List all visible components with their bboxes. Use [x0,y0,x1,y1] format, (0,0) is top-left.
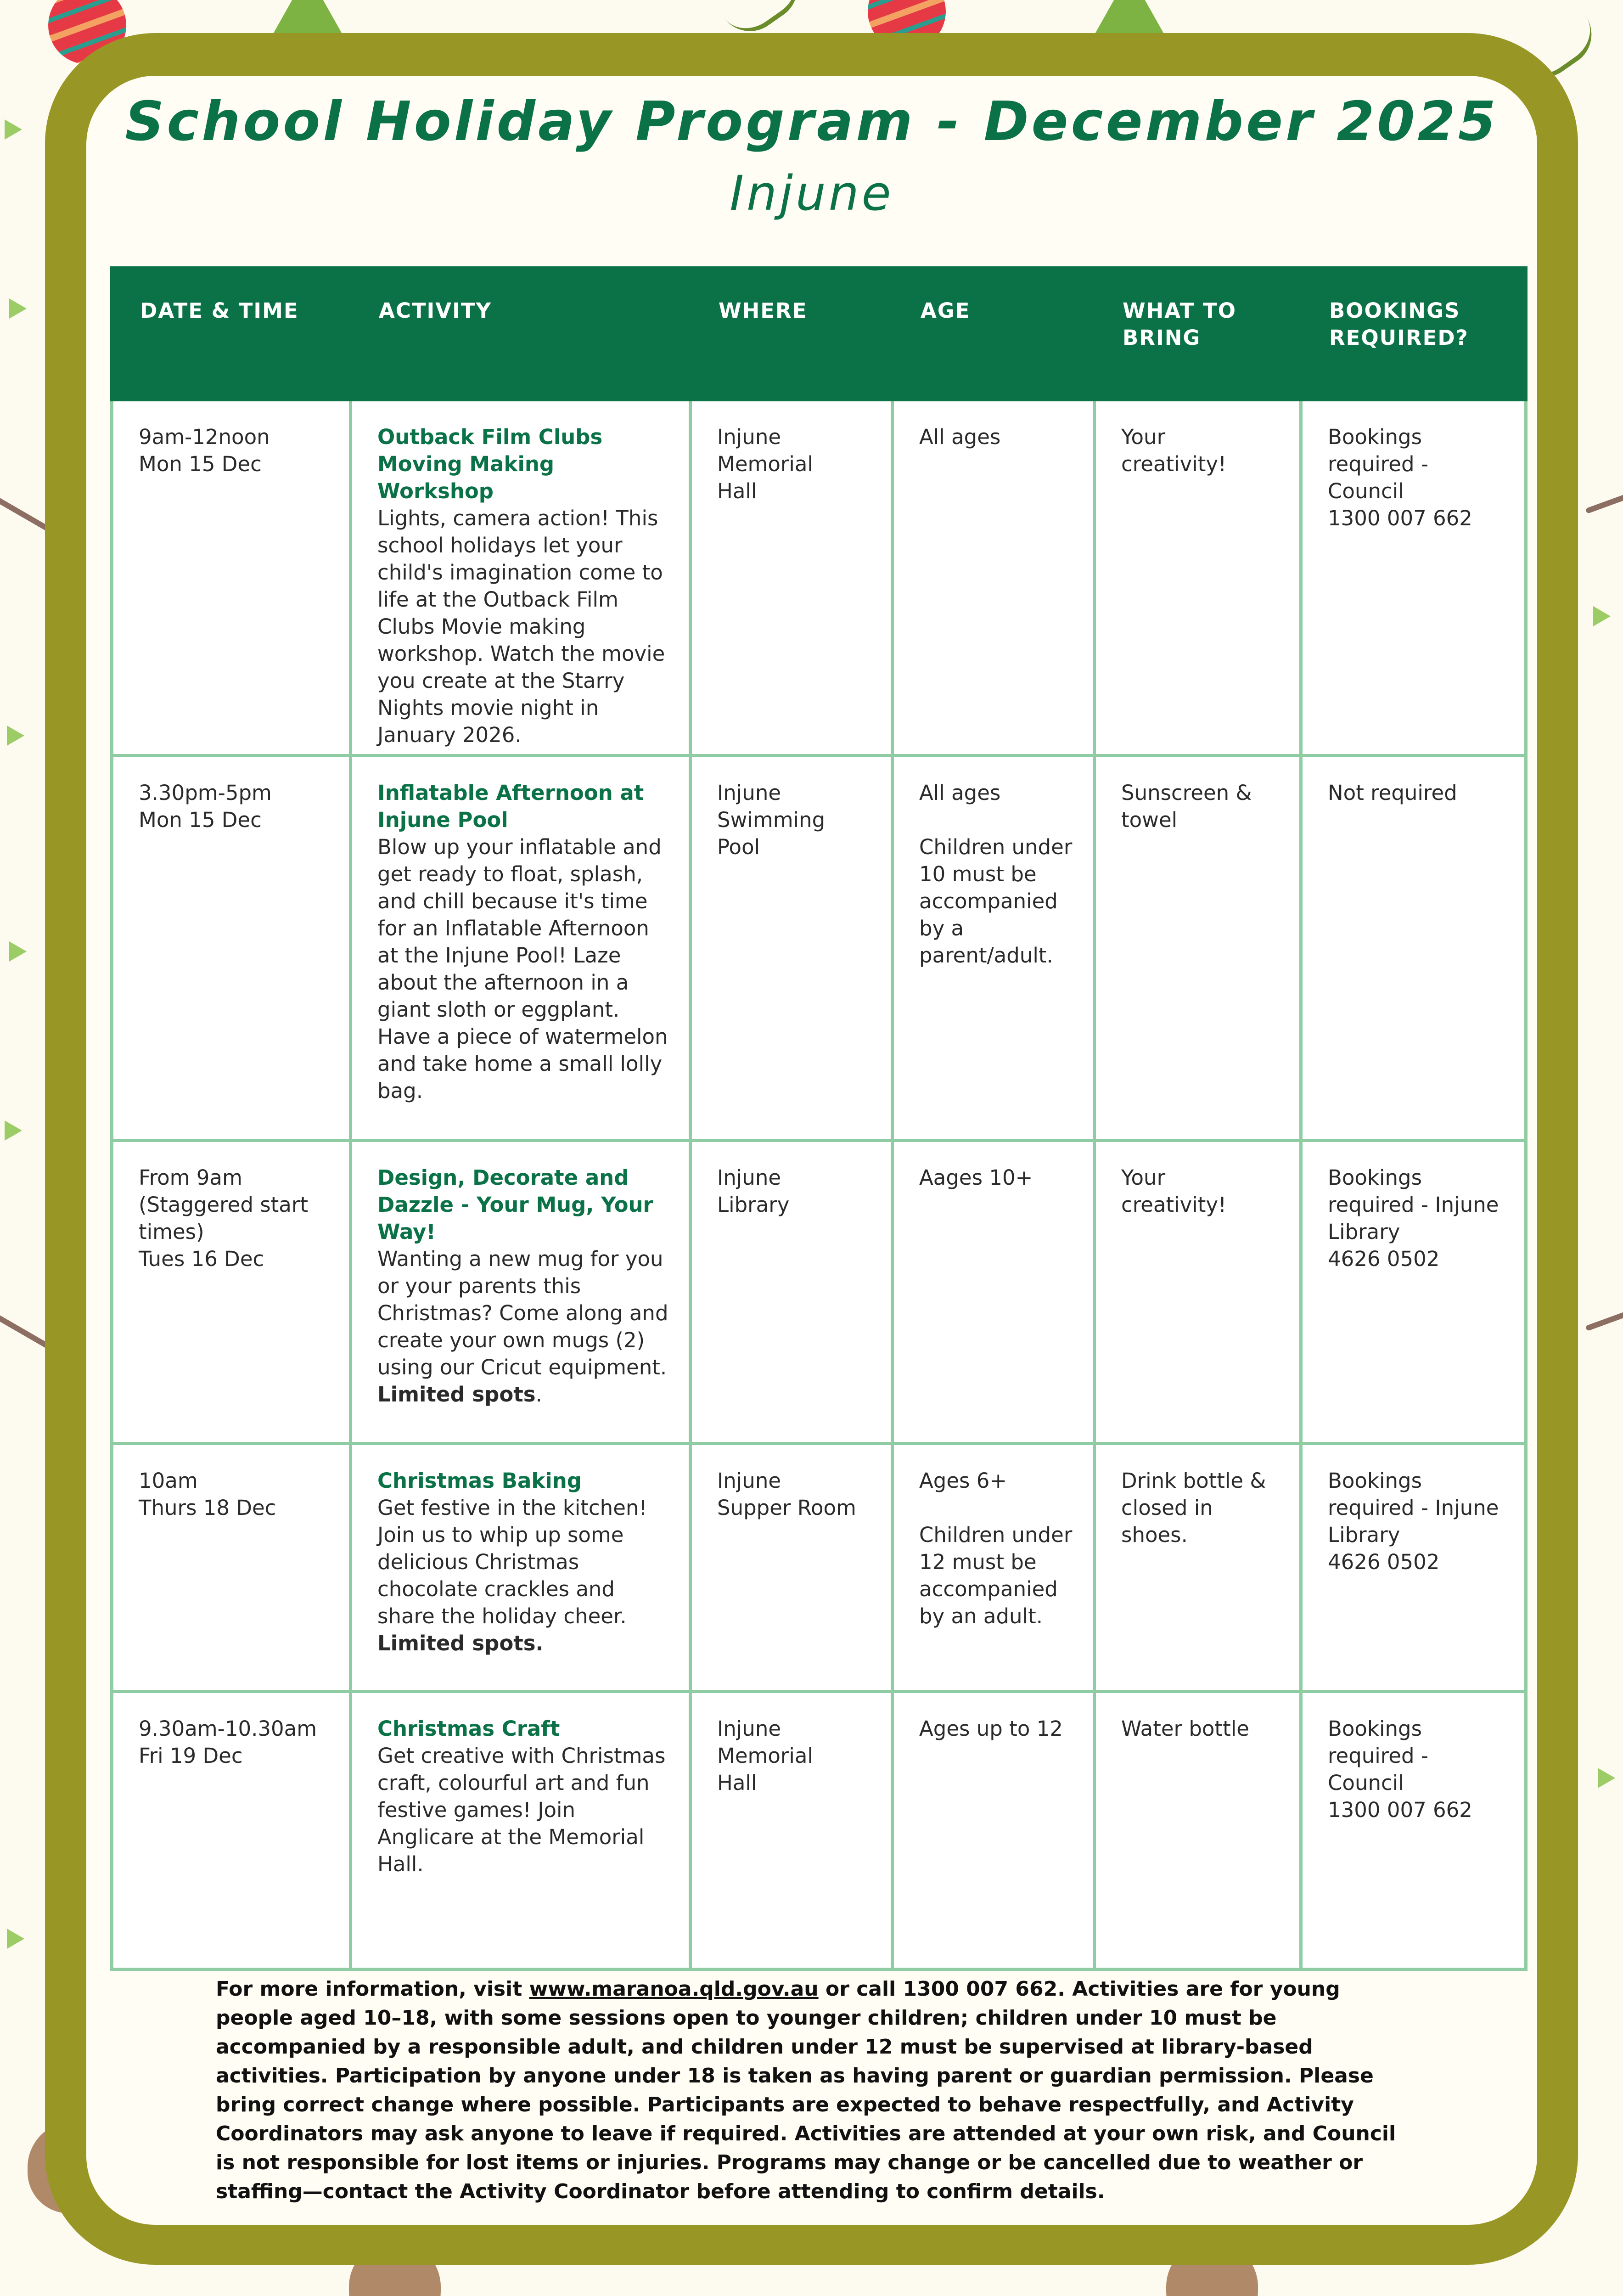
bring-cell: Your creativity! [1095,400,1301,756]
bring-cell: Drink bottle & closed in shoes. [1095,1444,1301,1692]
column-header-bring: WHAT TO BRING [1095,268,1301,400]
bookings-cell: Bookings required - Council 1300 007 662 [1301,1692,1526,1970]
activity-title: Design, Decorate and Dazzle - Your Mug, Your Way! [377,1165,653,1244]
activity-description: Wanting a new mug for you or your parents this Christmas? Come along and create your own mugs (2) using our Cricut equipment. [377,1247,668,1379]
date-time-cell: 10am Thurs 18 Dec [112,1444,351,1692]
where-cell: Injune Memorial Hall [691,400,893,756]
where-cell: Injune Memorial Hall [691,1692,893,1970]
antler-decoration [1585,1301,1623,1331]
page-title: School Holiday Program - December 2025 [125,90,1499,153]
leaf-decoration [7,726,24,746]
activity-cell [351,1692,691,1970]
footer-text: or call 1300 007 662. Activities are for young people aged 10–18, with some sessions open to younger children; children under 10 must be accompanied by a responsible adult, and children under 12 must be supervised at library-based activities. Participation by anyone under 18 is taken as having parent or guardian permission. Please bring correct change where possible. Participants are expected to behave respectfully, and Activity Coordinators may ask anyone to leave if required. Activities are attended at your own risk, and Council is not responsible for lost items or injuries. Programs may change or be cancelled due to weather or staffing—contact the Activity Coordinator before attending to confirm details. [216,1977,1396,2203]
activity-title: Outback Film Clubs Moving Making Workshop [377,425,603,503]
footer-info [216,1975,1410,2206]
activity-tail: . [535,1382,542,1407]
date-time-cell: 3.30pm-5pm Mon 15 Dec [112,756,351,1141]
age-cell: Ages up to 12 [893,1692,1095,1970]
column-header-where: WHERE [691,268,893,400]
table-row [112,1692,1526,1970]
column-header-age: AGE [893,268,1095,400]
leaf-decoration [9,298,27,319]
activity-note: Limited spots [377,1382,536,1407]
age-cell: All ages [893,400,1095,756]
where-cell: Injune Supper Room [691,1444,893,1692]
activity-description: Get creative with Christmas craft, colourful art and fun festive games! Join Anglicare at the Memorial Hall. [377,1744,666,1876]
date-time-cell: 9am-12noon Mon 15 Dec [112,400,351,756]
bring-cell: Sunscreen & towel [1095,756,1301,1141]
bookings-cell: Not required [1301,756,1526,1141]
website-link[interactable]: www.maranoa.qld.gov.au [529,1977,819,2001]
activity-description: Blow up your inflatable and get ready to float, splash, and chill because it's time for an Inflatable Afternoon at the Injune Pool! Laze about the afternoon in a giant sloth or eggplant. Have a piece of watermelon and take home a small lolly bag. [377,835,668,1103]
footer-lead: For more information, visit [216,1977,529,2001]
location-subtitle: Injune [730,165,894,221]
age-cell: All ages Children under 10 must be accompanied by a parent/adult. [893,756,1095,1141]
bring-cell: Your creativity! [1095,1141,1301,1444]
age-cell: Ages 6+ Children under 12 must be accompanied by an adult. [893,1444,1095,1692]
age-cell: Aages 10+ [893,1141,1095,1444]
activity-cell [351,400,691,756]
activity-title: Christmas Craft [377,1716,560,1741]
table-row [112,1141,1526,1444]
bookings-cell: Bookings required - Injune Library 4626 0502 [1301,1141,1526,1444]
table-row [112,400,1526,756]
leaf-decoration [5,119,22,140]
column-header-activity: ACTIVITY [351,268,691,400]
activity-cell [351,756,691,1141]
table-row [112,756,1526,1141]
date-time-cell: 9.30am-10.30am Fri 19 Dec [112,1692,351,1970]
leaf-decoration [1593,606,1611,626]
date-time-cell: From 9am (Staggered start times) Tues 16 Dec [112,1141,351,1444]
table-row [112,1444,1526,1692]
where-cell: Injune Swimming Pool [691,756,893,1141]
column-header-bookings: BOOKINGS REQUIRED? [1301,268,1526,400]
antler-decoration [1585,484,1623,514]
leaf-decoration [5,1120,22,1141]
activity-title: Inflatable Afternoon at Injune Pool [377,781,644,832]
activity-title: Christmas Baking [377,1469,582,1493]
leaf-decoration [9,941,27,962]
activity-description: Lights, camera action! This school holidays let your child's imagination come to life at the Outback Film Clubs Movie making workshop. Watch the movie you create at the Starry Nights movie night in January 2026. [377,506,665,747]
leaf-decoration [1598,1768,1615,1788]
bookings-cell: Bookings required - Injune Library 4626 0502 [1301,1444,1526,1692]
leaf-decoration [7,1929,24,1949]
table-header-row [112,268,1526,400]
program-table [110,266,1528,1971]
activity-cell [351,1141,691,1444]
bookings-cell: Bookings required - Council 1300 007 662 [1301,400,1526,756]
bring-cell: Water bottle [1095,1692,1301,1970]
where-cell: Injune Library [691,1141,893,1444]
activity-cell [351,1444,691,1692]
activity-note: Limited spots. [377,1631,544,1655]
column-header-date: DATE & TIME [112,268,351,400]
activity-description: Get festive in the kitchen! Join us to whip up some delicious Christmas chocolate crackles and share the holiday cheer. [377,1496,647,1628]
